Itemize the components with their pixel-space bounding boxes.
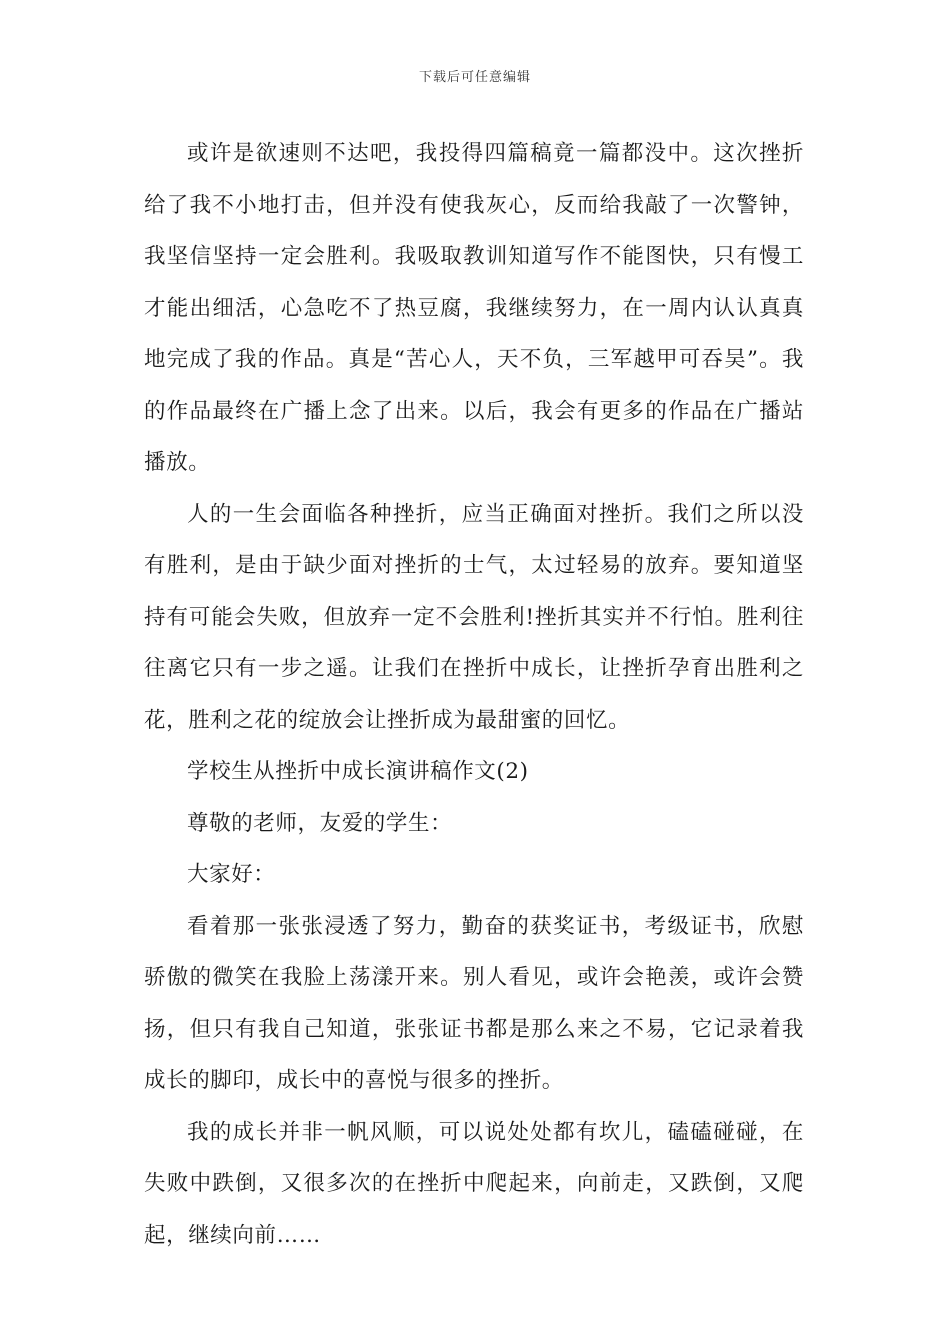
paragraph-2: 人的一生会面临各种挫折，应当正确面对挫折。我们之所以没有胜利，是由于缺少面对挫折的士气，太过轻易的放弃。要知道坚持有可能会失败，但放弃一定不会胜利!挫折其实并不行怕。胜利往往离它只有一步之遥。让我们在挫折中成长，让挫折孕育出胜利之花，胜利之花的绽放会让挫折成为最甜蜜的回忆。: [144, 501, 804, 733]
paragraph-1: 或许是欲速则不达吧，我投得四篇稿竟一篇都没中。这次挫折给了我不小地打击，但并没有使我灰心，反而给我敲了一次警钟，我坚信坚持一定会胜利。我吸取教训知道写作不能图快，只有慢工才能出细活，心急吃不了热豆腐，我继续努力，在一周内认认真真地完成了我的作品。真是“苦心人，天不负，三军越甲可吞吴”。我的作品最终在广播上念了出来。以后，我会有更多的作品在广播站播放。: [144, 141, 804, 475]
header-note: 下载后可任意编辑: [418, 70, 531, 85]
paragraph-4: 我的成长并非一帆风顺，可以说处处都有坎儿，磕磕碰碰，在失败中跌倒，又很多次的在挫折中爬起来，向前走，又跌倒，又爬起，继续向前……: [144, 1119, 804, 1248]
document-body: [144, 128, 804, 1261]
paragraph-3: 看着那一张张浸透了努力，勤奋的获奖证书，考级证书，欣慰骄傲的微笑在我脸上荡漾开来。别人看见，或许会艳羡，或许会赞扬，但只有我自己知道，张张证书都是那么来之不易，它记录着我成长的脚印，成长中的喜悦与很多的挫折。: [144, 913, 804, 1093]
section-title: 学校生从挫折中成长演讲稿作文(2): [187, 759, 529, 784]
salutation: 尊敬的老师，友爱的学生：: [187, 810, 453, 836]
greeting: 大家好：: [187, 862, 276, 887]
